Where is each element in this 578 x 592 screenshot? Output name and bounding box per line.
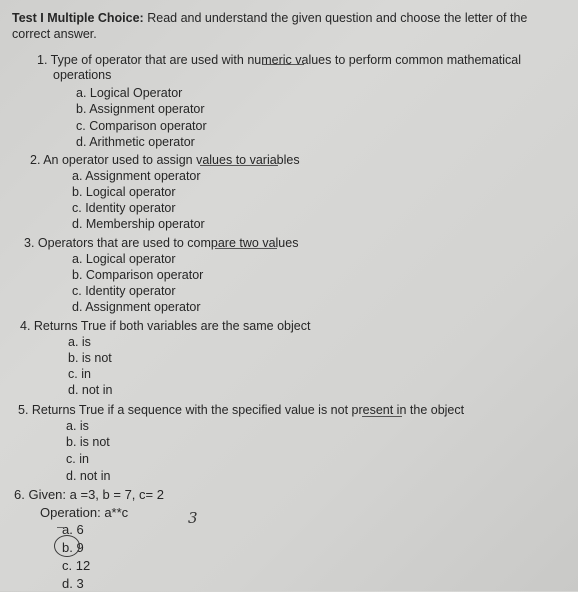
underline-mark bbox=[200, 165, 278, 166]
question-2-option-d: d. Membership operator bbox=[72, 217, 205, 231]
question-6-operation: Operation: a**c bbox=[40, 505, 129, 520]
question-4-option-d: d. not in bbox=[68, 383, 113, 397]
question-6-option-c: c. 12 bbox=[62, 558, 91, 573]
question-4-option-b: b. is not bbox=[68, 351, 112, 365]
question-2-option-a: a. Assignment operator bbox=[72, 169, 201, 183]
test-instruction-cont: correct answer. bbox=[12, 27, 97, 41]
question-1-option-a: a. Logical Operator bbox=[76, 86, 183, 100]
question-6-option-a: a. 6 bbox=[62, 522, 84, 537]
question-2-prompt: 2. An operator used to assign values to variables bbox=[30, 153, 300, 167]
underline-mark bbox=[362, 416, 402, 417]
test-header bbox=[12, 10, 527, 26]
question-1-prompt-cont: operations bbox=[53, 68, 112, 82]
question-5-option-b: b. is not bbox=[66, 435, 110, 449]
question-3-option-d: d. Assignment operator bbox=[72, 300, 201, 314]
handwritten-note: 3 bbox=[188, 509, 198, 527]
question-4-prompt: 4. Returns True if both variables are the same object bbox=[20, 319, 311, 333]
question-5-option-d: d. not in bbox=[66, 469, 111, 483]
test-title: Test I Multiple Choice: bbox=[12, 11, 144, 25]
test-instruction: Read and understand the given question and choose the letter of the bbox=[147, 11, 528, 25]
underline-mark bbox=[215, 248, 277, 249]
question-5-option-c: c. in bbox=[66, 452, 89, 466]
question-1-option-c: c. Comparison operator bbox=[76, 119, 207, 133]
question-3-prompt: 3. Operators that are used to compare two values bbox=[24, 236, 299, 250]
question-2-option-b: b. Logical operator bbox=[72, 185, 176, 199]
question-3-option-b: b. Comparison operator bbox=[72, 268, 204, 282]
question-4-option-c: c. in bbox=[68, 367, 91, 381]
underline-mark bbox=[262, 64, 304, 65]
question-3-option-a: a. Logical operator bbox=[72, 252, 176, 266]
question-6-prompt: 6. Given: a =3, b = 7, c= 2 bbox=[14, 487, 164, 502]
answer-circle bbox=[54, 535, 80, 557]
question-2-option-c: c. Identity operator bbox=[72, 201, 176, 215]
question-1-option-b: b. Assignment operator bbox=[76, 102, 205, 116]
pencil-mark bbox=[57, 527, 65, 528]
question-5-option-a: a. is bbox=[66, 419, 89, 433]
question-6-option-b: b. 9 bbox=[62, 540, 84, 555]
question-5-prompt: 5. Returns True if a sequence with the specified value is not present in the object bbox=[18, 403, 465, 417]
question-3-option-c: c. Identity operator bbox=[72, 284, 176, 298]
question-1-prompt: 1. Type of operator that are used with numeric values to perform common mathematical bbox=[37, 53, 522, 67]
question-1-option-d: d. Arithmetic operator bbox=[76, 135, 195, 149]
question-4-option-a: a. is bbox=[68, 335, 91, 349]
question-6-option-d: d. 3 bbox=[62, 576, 84, 591]
